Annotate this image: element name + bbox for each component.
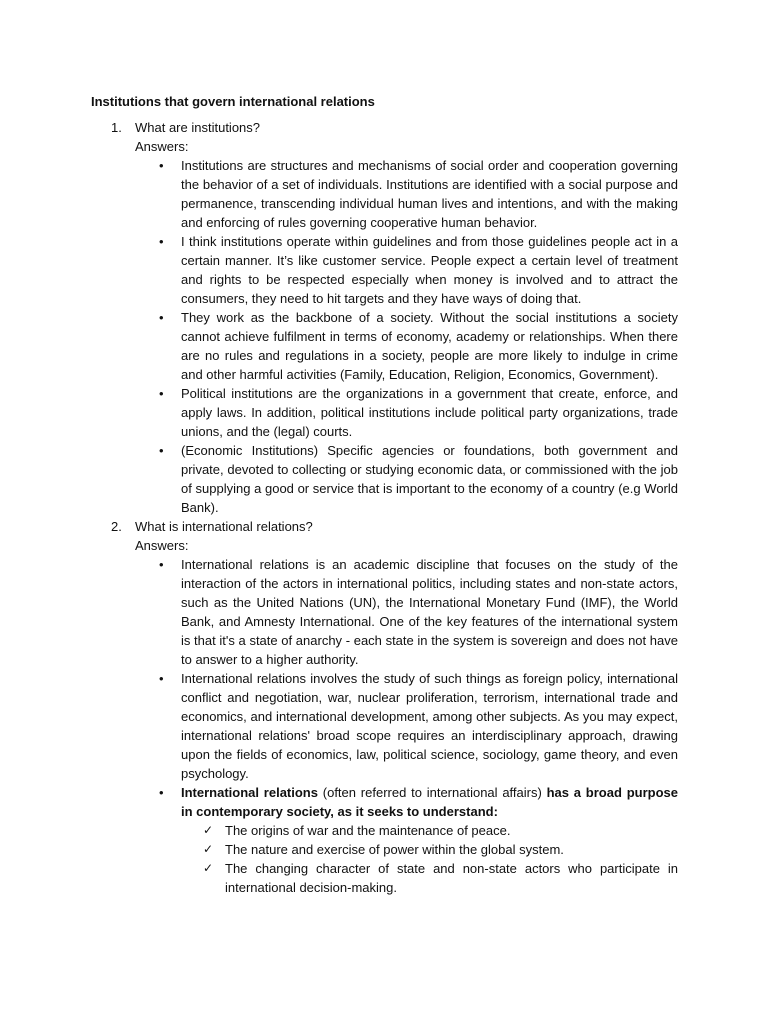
question-item-1 — [91, 118, 678, 517]
answer-bold-lead: International relations — [181, 785, 318, 800]
check-item — [181, 859, 678, 897]
answer-bullet — [135, 156, 678, 232]
answer-list — [135, 555, 678, 897]
check-text: The changing character of state and non-state actors who participate in international decision-making. — [225, 861, 678, 895]
answer-text: International relations involves the study of such things as foreign policy, international conflict and negotiation, war, nuclear proliferation, terrorism, international trade and economics, and international development, among other subjects. As you may expect, international relations' broad scope requires an interdisciplinary approach, drawing upon the fields of economics, law, political science, sociology, game theory, and even psychology. — [181, 671, 678, 781]
checkmark-icon: ✓ — [203, 842, 214, 856]
answers-label: Answers: — [135, 139, 189, 154]
answer-text: I think institutions operate within guidelines and from those guidelines people act in a certain manner. It’s like customer service. People expect a certain level of treatment and rights to be respected especially when money is involved and to attract the consumers, they need to hit targets and they have ways of doing that. — [181, 234, 678, 306]
check-item — [181, 821, 678, 840]
answer-bullet — [135, 308, 678, 384]
answer-bullet — [135, 441, 678, 517]
question-list — [91, 118, 678, 897]
answer-parenthetical: (often referred to international affairs) — [317, 785, 547, 800]
check-item — [181, 840, 678, 859]
answer-bullet — [135, 384, 678, 441]
check-text: The origins of war and the maintenance of peace. — [225, 823, 511, 838]
answer-text: International relations is an academic discipline that focuses on the study of the interaction of the actors in international politics, including states and non-state actors, such as the United Nations (UN), the International Monetary Fund (IMF), the World Bank, and Amnesty International. One of the key features of the international system is that it's a state of anarchy - each state in the system is sovereign and does not have to answer to a higher authority. — [181, 557, 678, 667]
question-item-2 — [91, 517, 678, 897]
bullet-icon: • — [159, 158, 164, 173]
bullet-icon: • — [159, 310, 164, 325]
document-body — [91, 92, 678, 897]
bullet-icon: • — [159, 557, 164, 572]
answer-list — [135, 156, 678, 517]
bullet-icon: • — [159, 785, 164, 800]
bullet-icon: • — [159, 671, 164, 686]
document-title: Institutions that govern international relations — [91, 94, 375, 109]
checkmark-icon: ✓ — [203, 861, 214, 875]
answer-bullet — [135, 783, 678, 897]
question-text: What is international relations? — [135, 519, 313, 534]
bullet-icon: • — [159, 386, 164, 401]
check-list — [181, 821, 678, 897]
answer-text: Political institutions are the organizations in a government that create, enforce, and apply laws. In addition, political institutions include political party organizations, trade unions, and the (legal) courts. — [181, 386, 678, 439]
question-text: What are institutions? — [135, 120, 261, 135]
answer-bullet — [135, 669, 678, 783]
answer-text: Institutions are structures and mechanisms of social order and cooperation governing the behavior of a set of individuals. Institutions are identified with a social purpose and permanence, transcending individual human lives and intentions, and with the making and enforcing of rules governing cooperative human behavior. — [181, 158, 678, 230]
question-number: 2. — [111, 519, 122, 534]
answer-bullet — [135, 555, 678, 669]
answer-text: They work as the backbone of a society. Without the social institutions a society cannot achieve fulfilment in terms of economy, academy or relationships. When there are no rules and regulations in a society, people are more likely to indulge in crime and other harmful activities (Family, Education, Religion, Economics, Government). — [181, 310, 678, 382]
answers-label: Answers: — [135, 538, 189, 553]
question-number: 1. — [111, 120, 122, 135]
answer-bullet — [135, 232, 678, 308]
check-text: The nature and exercise of power within the global system. — [225, 842, 564, 857]
checkmark-icon: ✓ — [203, 823, 214, 837]
answer-text: (Economic Institutions) Specific agencies or foundations, both government and private, devoted to collecting or studying economic data, or commissioned with the job of supplying a good or service that is important to the economy of a country (e.g World Bank). — [181, 443, 678, 515]
bullet-icon: • — [159, 443, 164, 458]
bullet-icon: • — [159, 234, 164, 249]
answer-bold-tail: has a broad purpose in contemporary society, as it seeks to understand: — [181, 785, 678, 819]
